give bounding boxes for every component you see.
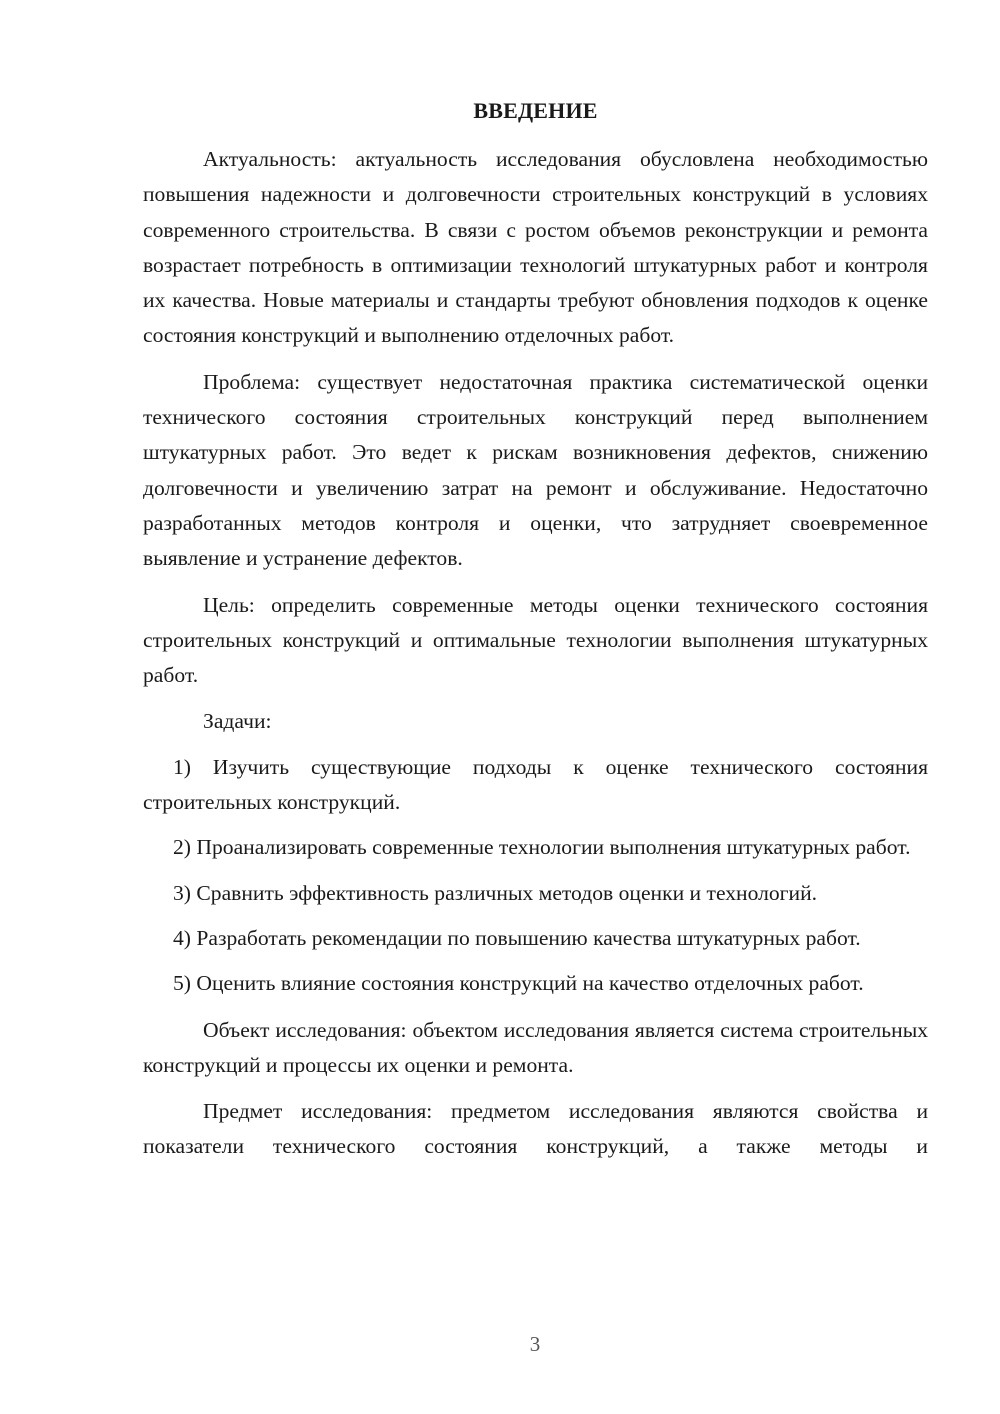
paragraph-problem: Проблема: существует недостаточная практика систематической оценки технического состояния строительных конструкций перед выполнением штукатурных работ. Это ведет к рискам возникновения дефектов, снижению долговечности и увеличению затрат на ремонт и обслуживание. Недостаточно разработанных методов контроля и оценки, что затрудняет своевременное выявление и устранение дефектов. [143,369,928,571]
document-page [143,93,928,1165]
task-item: 3) Сравнить эффективность различных методов оценки и технологий. [173,880,818,905]
task-item: 2) Проанализировать современные технологии выполнения штукатурных работ. [173,835,911,860]
tasks-heading: Задачи: [203,709,272,734]
task-item: 4) Разработать рекомендации по повышению качества штукатурных работ. [173,925,861,950]
paragraph-relevance: Актуальность: актуальность исследования обусловлена необходимостью повышения надежности и долговечности строительных конструкций в условиях современного строительства. В связи с ростом объемов реконструкции и ремонта возрастает потребность в оптимизации технологий штукатурных работ и контроля их качества. Новые материалы и стандарты требуют обновления подходов к оценке состояния конструкций и выполнению отделочных работ. [143,147,928,348]
task-item: 5) Оценить влияние состояния конструкций на качество отделочных работ. [173,971,864,996]
page-number: 3 [529,1332,541,1356]
paragraph-goal: Цель: определить современные методы оценки технического состояния строительных конструкций и оптимальные технологии выполнения штукатурных работ. [143,592,928,688]
paragraph-subject: Предмет исследования: предметом исследования являются свойства и показатели технического состояния конструкций, а также методы и [143,1099,928,1159]
task-item: 1) Изучить существующие подходы к оценке технического состояния строительных конструкций. [143,754,928,815]
paragraph-object: Объект исследования: объектом исследования является система строительных конструкций и процессы их оценки и ремонта. [143,1017,928,1077]
tasks-list [143,750,928,1002]
page-title: ВВЕДЕНИЕ [473,98,598,123]
